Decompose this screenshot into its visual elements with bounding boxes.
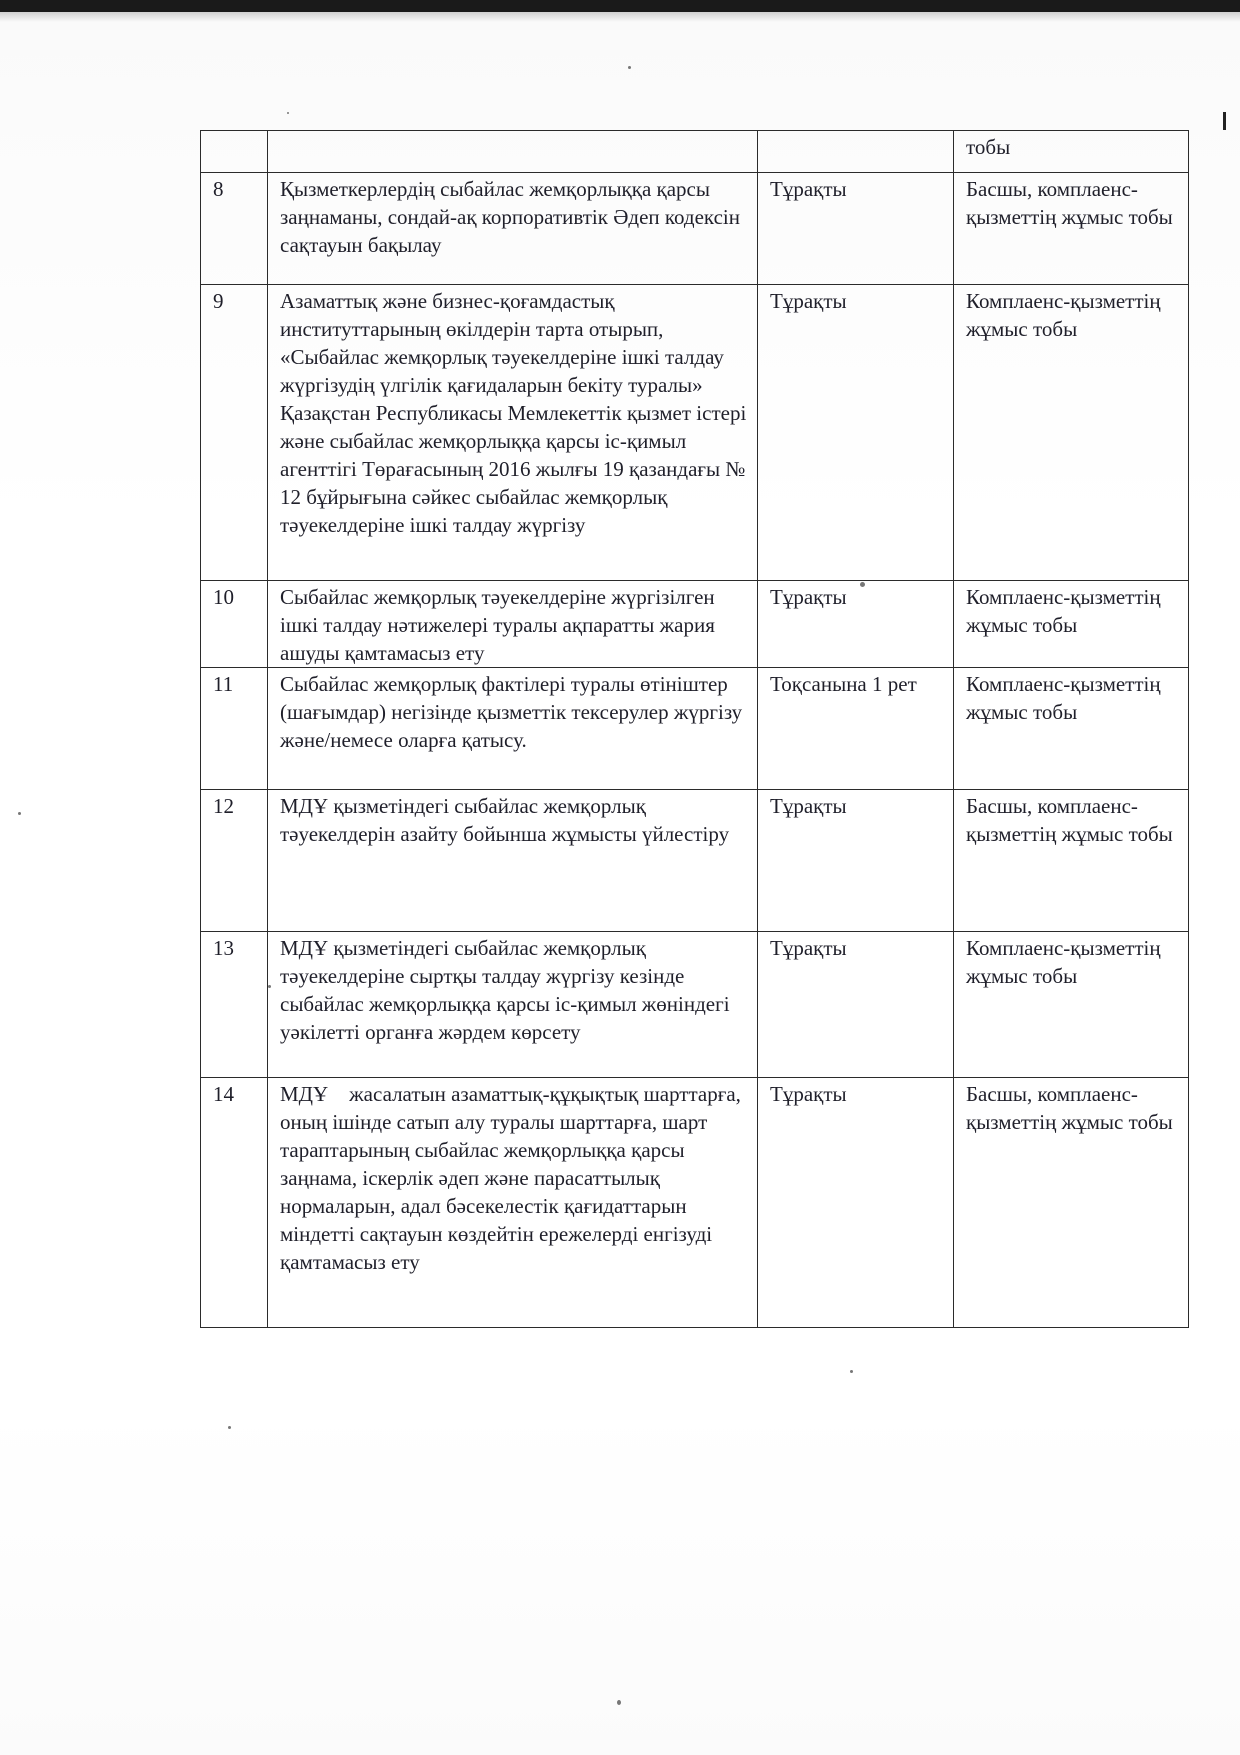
scan-speck [18, 812, 21, 815]
measure-text: МДҰ қызметіндегі сыбайлас жемқорлық тәуекелдеріне сыртқы талдау жүргізу кезінде сыбайлас жемқорлыққа қарсы іс-қимыл жөніндегі уәкілетті органға жәрдем көрсету [268, 932, 758, 1078]
responsible-text: Комплаенс-қызметтің жұмыс тобы [954, 285, 1189, 581]
scan-speck [628, 66, 631, 69]
measure-text: МДҰ жасалатын азаматтық-құқықтық шарттарға, оның ішінде сатып алу туралы шарттарға, шарт тараптарының сыбайлас жемқорлыққа қарсы заңнама, іскерлік әдеп және парасаттылық нормаларын, адал бәсекелестік қағидаттарын міндетті сақтауын көздейтін ережелерді енгізуді қамтамасыз ету [268, 1078, 758, 1328]
term-text [758, 131, 954, 173]
responsible-text: Комплаенс-қызметтің жұмыс тобы [954, 668, 1189, 790]
table-row [201, 285, 1189, 581]
row-number: 11 [201, 668, 268, 790]
row-number: 14 [201, 1078, 268, 1328]
row-number [201, 131, 268, 173]
term-text: Тұрақты [758, 1078, 954, 1328]
responsible-text: тобы [954, 131, 1189, 173]
scan-speck [228, 1426, 231, 1429]
scan-top-edge [0, 0, 1240, 12]
term-text: Тұрақты [758, 790, 954, 932]
responsible-text: Басшы, комплаенс-қызметтің жұмыс тобы [954, 1078, 1189, 1328]
term-text: Тұрақты [758, 581, 954, 668]
term-text: Тұрақты [758, 285, 954, 581]
responsible-text: Басшы, комплаенс-қызметтің жұмыс тобы [954, 790, 1189, 932]
row-number: 9 [201, 285, 268, 581]
row-number: 12 [201, 790, 268, 932]
scan-edge-mark [1223, 112, 1226, 130]
table-row [201, 131, 1189, 173]
measures-table [200, 130, 1189, 1328]
table-row [201, 932, 1189, 1078]
measure-text: Сыбайлас жемқорлық тәуекелдеріне жүргізілген ішкі талдау нәтижелері туралы ақпаратты жария ашуды қамтамасыз ету [268, 581, 758, 668]
term-text: Тұрақты [758, 932, 954, 1078]
measure-text: Азаматтық және бизнес-қоғамдастық институттарының өкілдерін тарта отырып, «Сыбайлас жемқорлық тәуекелдеріне ішкі талдау жүргізудің үлгілік қағидаларын бекіту туралы» Қазақстан Республикасы Мемлекеттік қызмет істері және сыбайлас жемқорлыққа қарсы іс-қимыл агенттігі Төрағасының 2016 жылғы 19 қазандағы № 12 бұйрығына сәйкес сыбайлас жемқорлық тәуекелдеріне ішкі талдау жүргізу [268, 285, 758, 581]
responsible-text: Комплаенс-қызметтің жұмыс тобы [954, 932, 1189, 1078]
table-row [201, 790, 1189, 932]
term-text: Тоқсанына 1 рет [758, 668, 954, 790]
row-number: 8 [201, 173, 268, 285]
measure-text [268, 131, 758, 173]
table-row [201, 173, 1189, 285]
table-row [201, 1078, 1189, 1328]
table-row [201, 668, 1189, 790]
measure-text: МДҰ қызметіндегі сыбайлас жемқорлық тәуекелдерін азайту бойынша жұмысты үйлестіру [268, 790, 758, 932]
term-text: Тұрақты [758, 173, 954, 285]
scan-speck [850, 1370, 853, 1373]
row-number: 13 [201, 932, 268, 1078]
responsible-text: Комплаенс-қызметтің жұмыс тобы [954, 581, 1189, 668]
scan-speck [617, 1700, 621, 1705]
measure-text: Қызметкерлердің сыбайлас жемқорлыққа қарсы заңнаманы, сондай-ақ корпоративтік Әдеп кодексін сақтауын бақылау [268, 173, 758, 285]
measure-text: Сыбайлас жемқорлық фактілері туралы өтініштер (шағымдар) негізінде қызметтік тексерулер жүргізу және/немесе оларға қатысу. [268, 668, 758, 790]
scan-speck [287, 112, 289, 114]
row-number: 10 [201, 581, 268, 668]
table-row [201, 581, 1189, 668]
responsible-text: Басшы, комплаенс-қызметтің жұмыс тобы [954, 173, 1189, 285]
